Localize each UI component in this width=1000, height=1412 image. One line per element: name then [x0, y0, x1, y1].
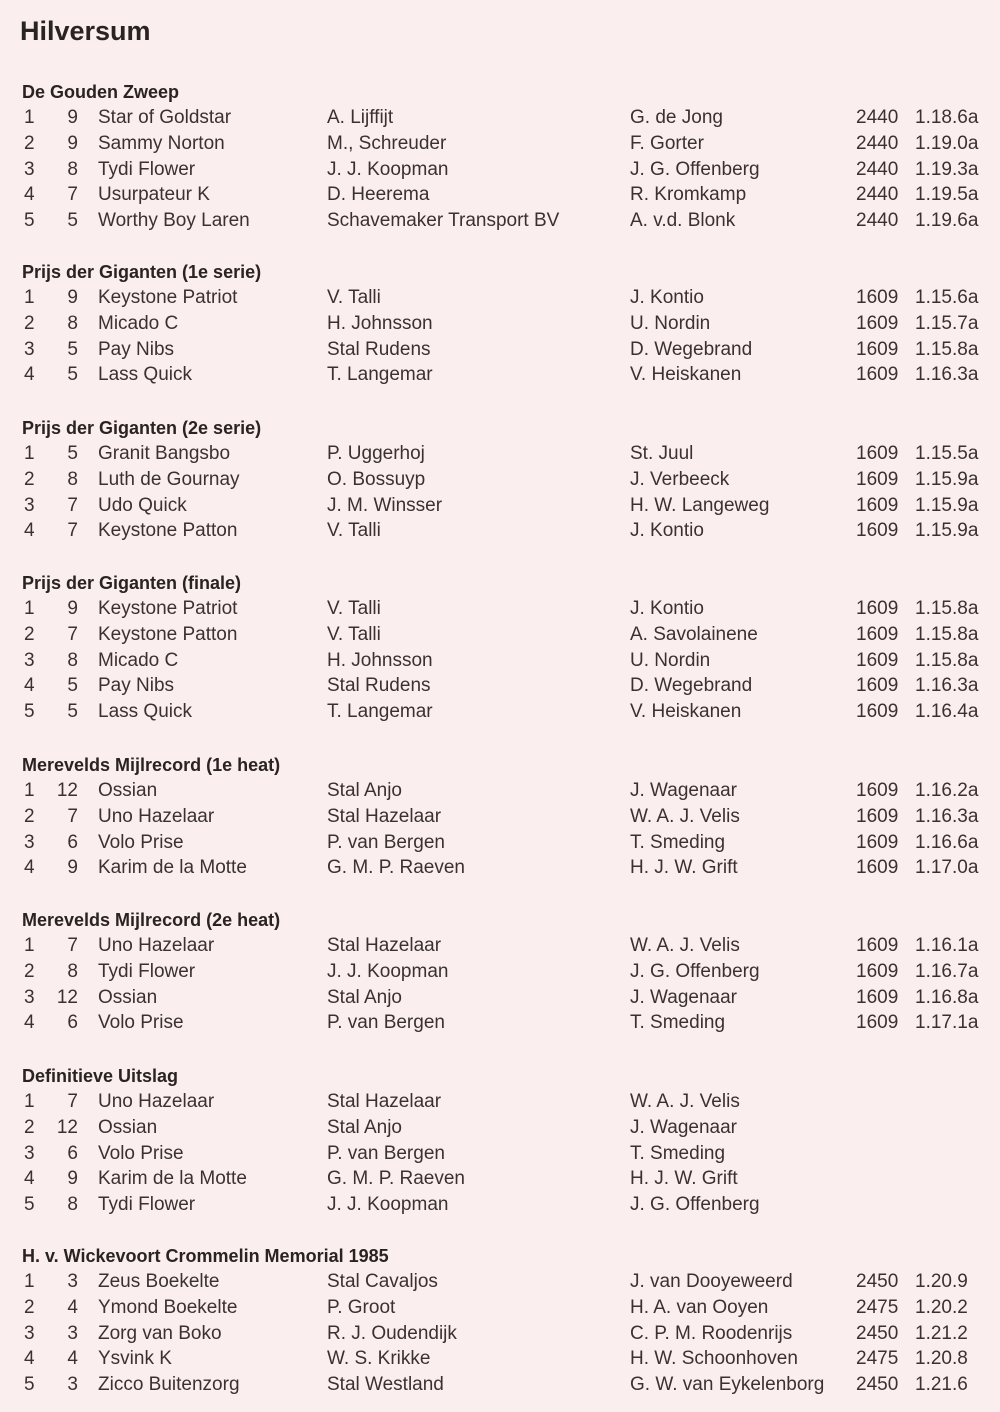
result-horse: Ossian [98, 1116, 158, 1138]
result-time: 1.17.1a [915, 1012, 979, 1034]
result-pos: 4 [24, 1012, 35, 1034]
result-time: 1.15.8a [915, 598, 979, 619]
result-num: 8 [67, 312, 78, 334]
result-time: 1.16.7a [915, 960, 979, 982]
result-owner: J. J. Koopman [327, 960, 449, 982]
result-horse: Volo Prise [98, 1142, 184, 1164]
result-owner: H. Johnsson [327, 312, 433, 334]
result-dist: 1609 [856, 831, 899, 853]
result-pos: 2 [24, 960, 35, 982]
result-dist: 2440 [856, 132, 899, 154]
result-row [0, 210, 1000, 236]
result-time: 1.19.0a [915, 132, 979, 154]
result-driver: J. G. Offenberg [630, 1194, 760, 1216]
result-driver: J. van Dooyeweerd [630, 1271, 793, 1292]
result-dist: 2440 [856, 107, 899, 128]
result-pos: 3 [24, 158, 35, 180]
result-row [0, 469, 1000, 495]
result-time: 1.16.2a [915, 780, 979, 801]
result-horse: Tydi Flower [98, 1194, 196, 1216]
result-driver: H. J. W. Grift [630, 857, 738, 879]
result-row [0, 1117, 1000, 1143]
result-num: 5 [67, 701, 78, 723]
result-horse: Zeus Boekelte [98, 1271, 220, 1292]
result-pos: 4 [24, 675, 35, 697]
result-num: 5 [67, 338, 78, 360]
result-num: 8 [67, 1194, 78, 1216]
result-dist: 1609 [856, 649, 899, 671]
result-time: 1.19.3a [915, 158, 979, 180]
result-driver: T. Smeding [630, 1142, 726, 1164]
result-pos: 3 [24, 831, 35, 853]
result-num: 7 [67, 184, 78, 206]
result-driver: U. Nordin [630, 312, 711, 334]
result-num: 5 [67, 364, 78, 386]
result-driver: C. P. M. Roodenrijs [630, 1322, 793, 1344]
result-time: 1.15.6a [915, 287, 979, 308]
result-pos: 1 [24, 1091, 35, 1112]
result-num: 7 [67, 494, 78, 516]
result-horse: Uno Hazelaar [98, 935, 215, 956]
result-num: 7 [67, 935, 78, 956]
race-title: Merevelds Mijlrecord (2e heat) [22, 910, 281, 930]
result-pos: 3 [24, 494, 35, 516]
result-owner: V. Talli [327, 623, 381, 645]
result-owner: P. Groot [327, 1296, 396, 1318]
result-horse: Tydi Flower [98, 158, 196, 180]
result-row [0, 159, 1000, 185]
result-horse: Keystone Patriot [98, 287, 238, 308]
result-owner: Stal Anjo [327, 1116, 402, 1138]
result-dist: 1609 [856, 312, 899, 334]
result-time: 1.16.3a [915, 675, 979, 697]
result-owner: D. Heerema [327, 184, 430, 206]
result-pos: 2 [24, 805, 35, 827]
result-driver: St. Juul [630, 443, 694, 464]
result-pos: 2 [24, 1296, 35, 1318]
result-row [0, 987, 1000, 1013]
result-pos: 3 [24, 986, 35, 1008]
result-row [0, 780, 1000, 806]
result-time: 1.15.8a [915, 649, 979, 671]
result-horse: Ymond Boekelte [98, 1296, 238, 1318]
result-driver: J. Kontio [630, 520, 704, 542]
result-dist: 2440 [856, 158, 899, 180]
result-owner: Stal Hazelaar [327, 935, 442, 956]
result-driver: U. Nordin [630, 649, 711, 671]
result-row [0, 650, 1000, 676]
race-title: Prijs der Giganten (finale) [22, 573, 242, 593]
result-owner: G. M. P. Raeven [327, 857, 465, 879]
result-horse: Lass Quick [98, 364, 192, 386]
result-num: 8 [67, 960, 78, 982]
result-owner: J. J. Koopman [327, 158, 449, 180]
race-title: Prijs der Giganten (2e serie) [22, 418, 262, 438]
result-owner: Schavemaker Transport BV [327, 210, 560, 232]
result-num: 9 [67, 857, 78, 879]
result-dist: 2440 [856, 184, 899, 206]
result-row [0, 806, 1000, 832]
result-pos: 2 [24, 1116, 35, 1138]
result-time: 1.15.8a [915, 338, 979, 360]
result-driver: G. de Jong [630, 107, 723, 128]
result-num: 7 [67, 520, 78, 542]
result-num: 12 [56, 1116, 78, 1138]
result-time: 1.15.8a [915, 623, 979, 645]
result-dist: 1609 [856, 468, 899, 490]
result-row [0, 1168, 1000, 1194]
result-owner: T. Langemar [327, 364, 433, 386]
result-dist: 1609 [856, 598, 899, 619]
result-pos: 1 [24, 1271, 35, 1292]
result-time: 1.19.6a [915, 210, 979, 232]
result-time: 1.15.9a [915, 468, 979, 490]
result-time: 1.15.9a [915, 520, 979, 542]
result-owner: P. Uggerhoj [327, 443, 425, 464]
result-driver: V. Heiskanen [630, 701, 742, 723]
result-time: 1.17.0a [915, 857, 979, 879]
result-row [0, 495, 1000, 521]
result-time: 1.16.6a [915, 831, 979, 853]
result-horse: Ossian [98, 986, 158, 1008]
result-dist: 1609 [856, 935, 899, 956]
result-driver: A. Savolainene [630, 623, 758, 645]
result-driver: J. Wagenaar [630, 1116, 738, 1138]
result-pos: 2 [24, 468, 35, 490]
result-time: 1.16.3a [915, 364, 979, 386]
result-num: 9 [67, 132, 78, 154]
result-owner: Stal Cavaljos [327, 1271, 438, 1292]
result-row [0, 935, 1000, 961]
result-dist: 1609 [856, 675, 899, 697]
result-owner: M., Schreuder [327, 132, 447, 154]
result-num: 3 [67, 1374, 78, 1396]
result-time: 1.20.8 [915, 1348, 968, 1370]
result-dist: 1609 [856, 287, 899, 308]
result-dist: 1609 [856, 701, 899, 723]
result-pos: 1 [24, 780, 35, 801]
result-horse: Luth de Gournay [98, 468, 240, 490]
result-owner: W. S. Krikke [327, 1348, 431, 1370]
result-owner: A. Lijffijt [327, 107, 394, 128]
result-pos: 3 [24, 1142, 35, 1164]
result-dist: 1609 [856, 494, 899, 516]
race-title: Prijs der Giganten (1e serie) [22, 262, 262, 282]
result-pos: 4 [24, 1168, 35, 1190]
result-num: 6 [67, 1142, 78, 1164]
result-num: 7 [67, 805, 78, 827]
result-owner: Stal Rudens [327, 338, 431, 360]
result-driver: J. Verbeeck [630, 468, 730, 490]
result-horse: Star of Goldstar [98, 107, 232, 128]
result-row [0, 1271, 1000, 1297]
result-horse: Volo Prise [98, 1012, 184, 1034]
result-driver: J. G. Offenberg [630, 960, 760, 982]
result-dist: 1609 [856, 443, 899, 464]
result-row [0, 701, 1000, 727]
result-pos: 5 [24, 1374, 35, 1396]
result-pos: 3 [24, 649, 35, 671]
result-time: 1.16.1a [915, 935, 979, 956]
result-horse: Volo Prise [98, 831, 184, 853]
result-dist: 1609 [856, 364, 899, 386]
result-owner: Stal Anjo [327, 780, 402, 801]
result-pos: 4 [24, 364, 35, 386]
result-driver: W. A. J. Velis [630, 935, 740, 956]
result-driver: W. A. J. Velis [630, 805, 740, 827]
result-time: 1.18.6a [915, 107, 979, 128]
result-num: 3 [67, 1322, 78, 1344]
result-row [0, 1012, 1000, 1038]
result-horse: Ossian [98, 780, 158, 801]
result-row [0, 133, 1000, 159]
result-horse: Zicco Buitenzorg [98, 1374, 240, 1396]
result-row [0, 287, 1000, 313]
result-row [0, 1323, 1000, 1349]
result-num: 9 [67, 1168, 78, 1190]
result-num: 12 [56, 986, 78, 1008]
result-pos: 4 [24, 857, 35, 879]
result-dist: 2475 [856, 1348, 899, 1370]
result-driver: T. Smeding [630, 1012, 726, 1034]
result-dist: 1609 [856, 623, 899, 645]
result-dist: 1609 [856, 1012, 899, 1034]
result-driver: J. Wagenaar [630, 986, 738, 1008]
result-row [0, 443, 1000, 469]
result-row [0, 675, 1000, 701]
result-row [0, 1194, 1000, 1220]
result-driver: J. Wagenaar [630, 780, 738, 801]
result-time: 1.15.7a [915, 312, 979, 334]
result-horse: Lass Quick [98, 701, 192, 723]
result-num: 3 [67, 1271, 78, 1292]
result-pos: 1 [24, 287, 35, 308]
result-owner: V. Talli [327, 520, 381, 542]
result-dist: 2450 [856, 1374, 899, 1396]
result-row [0, 624, 1000, 650]
result-num: 6 [67, 1012, 78, 1034]
result-driver: H. W. Langeweg [630, 494, 770, 516]
result-pos: 5 [24, 1194, 35, 1216]
result-dist: 2440 [856, 210, 899, 232]
result-row [0, 1297, 1000, 1323]
result-row [0, 598, 1000, 624]
result-driver: T. Smeding [630, 831, 726, 853]
result-time: 1.15.9a [915, 494, 979, 516]
result-driver: H. J. W. Grift [630, 1168, 738, 1190]
result-horse: Sammy Norton [98, 132, 225, 154]
result-horse: Pay Nibs [98, 338, 175, 360]
result-owner: H. Johnsson [327, 649, 433, 671]
result-pos: 2 [24, 132, 35, 154]
result-owner: J. M. Winsser [327, 494, 443, 516]
result-driver: A. v.d. Blonk [630, 210, 736, 232]
result-dist: 1609 [856, 805, 899, 827]
result-dist: 1609 [856, 780, 899, 801]
result-pos: 1 [24, 443, 35, 464]
result-pos: 3 [24, 338, 35, 360]
result-dist: 2450 [856, 1322, 899, 1344]
result-row [0, 364, 1000, 390]
result-driver: D. Wegebrand [630, 675, 753, 697]
result-driver: J. G. Offenberg [630, 158, 760, 180]
result-row [0, 832, 1000, 858]
result-row [0, 1374, 1000, 1400]
result-time: 1.16.8a [915, 986, 979, 1008]
result-horse: Uno Hazelaar [98, 805, 215, 827]
race-title: De Gouden Zweep [22, 82, 180, 102]
result-owner: J. J. Koopman [327, 1194, 449, 1216]
result-driver: H. W. Schoonhoven [630, 1348, 798, 1370]
result-horse: Ysvink K [98, 1348, 172, 1370]
result-time: 1.20.2 [915, 1296, 968, 1318]
result-pos: 1 [24, 598, 35, 619]
result-owner: V. Talli [327, 287, 381, 308]
result-owner: Stal Rudens [327, 675, 431, 697]
result-time: 1.21.6 [915, 1374, 968, 1396]
result-num: 4 [67, 1348, 78, 1370]
result-num: 9 [67, 107, 78, 128]
result-num: 8 [67, 158, 78, 180]
result-owner: P. van Bergen [327, 1012, 445, 1034]
race-title: Definitieve Uitslag [22, 1066, 179, 1086]
result-num: 9 [67, 287, 78, 308]
result-row [0, 961, 1000, 987]
result-horse: Karim de la Motte [98, 857, 247, 879]
result-dist: 1609 [856, 520, 899, 542]
result-horse: Keystone Patton [98, 520, 238, 542]
result-horse: Granit Bangsbo [98, 443, 231, 464]
result-horse: Keystone Patriot [98, 598, 238, 619]
result-owner: G. M. P. Raeven [327, 1168, 465, 1190]
result-num: 7 [67, 623, 78, 645]
result-row [0, 1143, 1000, 1169]
result-row [0, 313, 1000, 339]
result-dist: 2475 [856, 1296, 899, 1318]
result-dist: 1609 [856, 857, 899, 879]
result-num: 12 [56, 780, 78, 801]
result-time: 1.21.2 [915, 1322, 968, 1344]
result-driver: F. Gorter [630, 132, 704, 154]
result-pos: 2 [24, 312, 35, 334]
result-driver: R. Kromkamp [630, 184, 747, 206]
result-pos: 4 [24, 520, 35, 542]
result-owner: R. J. Oudendijk [327, 1322, 457, 1344]
result-owner: Stal Anjo [327, 986, 402, 1008]
result-owner: Stal Hazelaar [327, 805, 442, 827]
result-horse: Uno Hazelaar [98, 1091, 215, 1112]
result-driver: G. W. van Eykelenborg [630, 1374, 825, 1396]
result-owner: Stal Hazelaar [327, 1091, 442, 1112]
result-owner: P. van Bergen [327, 1142, 445, 1164]
result-dist: 2450 [856, 1271, 899, 1292]
result-num: 5 [67, 443, 78, 464]
result-horse: Usurpateur K [98, 184, 210, 206]
result-driver: H. A. van Ooyen [630, 1296, 769, 1318]
result-pos: 1 [24, 935, 35, 956]
result-dist: 1609 [856, 986, 899, 1008]
result-num: 7 [67, 1091, 78, 1112]
result-horse: Tydi Flower [98, 960, 196, 982]
result-time: 1.16.4a [915, 701, 979, 723]
result-pos: 5 [24, 210, 35, 232]
result-horse: Keystone Patton [98, 623, 238, 645]
result-row [0, 1348, 1000, 1374]
result-horse: Worthy Boy Laren [98, 210, 250, 232]
result-pos: 3 [24, 1322, 35, 1344]
result-driver: J. Kontio [630, 287, 704, 308]
result-num: 6 [67, 831, 78, 853]
result-time: 1.20.9 [915, 1271, 968, 1292]
result-row [0, 107, 1000, 133]
result-row [0, 339, 1000, 365]
result-num: 8 [67, 649, 78, 671]
result-owner: O. Bossuyp [327, 468, 426, 490]
result-owner: T. Langemar [327, 701, 433, 723]
result-pos: 2 [24, 623, 35, 645]
result-row [0, 857, 1000, 883]
result-time: 1.19.5a [915, 184, 979, 206]
result-driver: V. Heiskanen [630, 364, 742, 386]
result-horse: Zorg van Boko [98, 1322, 222, 1344]
race-title: Merevelds Mijlrecord (1e heat) [22, 755, 281, 775]
result-num: 5 [67, 675, 78, 697]
result-owner: V. Talli [327, 598, 381, 619]
result-time: 1.16.3a [915, 805, 979, 827]
result-driver: J. Kontio [630, 598, 704, 619]
result-num: 5 [67, 210, 78, 232]
result-owner: Stal Westland [327, 1374, 444, 1396]
race-title: H. v. Wickevoort Crommelin Memorial 1985 [22, 1246, 389, 1266]
result-pos: 5 [24, 701, 35, 723]
result-row [0, 184, 1000, 210]
result-time: 1.15.5a [915, 443, 979, 464]
result-horse: Karim de la Motte [98, 1168, 247, 1190]
result-owner: P. van Bergen [327, 831, 445, 853]
result-horse: Micado C [98, 649, 179, 671]
result-driver: W. A. J. Velis [630, 1091, 740, 1112]
result-dist: 1609 [856, 338, 899, 360]
result-row [0, 520, 1000, 546]
result-driver: D. Wegebrand [630, 338, 753, 360]
result-pos: 4 [24, 1348, 35, 1370]
result-horse: Micado C [98, 312, 179, 334]
result-horse: Pay Nibs [98, 675, 175, 697]
result-horse: Udo Quick [98, 494, 187, 516]
result-num: 8 [67, 468, 78, 490]
result-pos: 4 [24, 184, 35, 206]
page-title: Hilversum [20, 16, 151, 46]
result-row [0, 1091, 1000, 1117]
result-pos: 1 [24, 107, 35, 128]
result-num: 9 [67, 598, 78, 619]
result-dist: 1609 [856, 960, 899, 982]
result-num: 4 [67, 1296, 78, 1318]
